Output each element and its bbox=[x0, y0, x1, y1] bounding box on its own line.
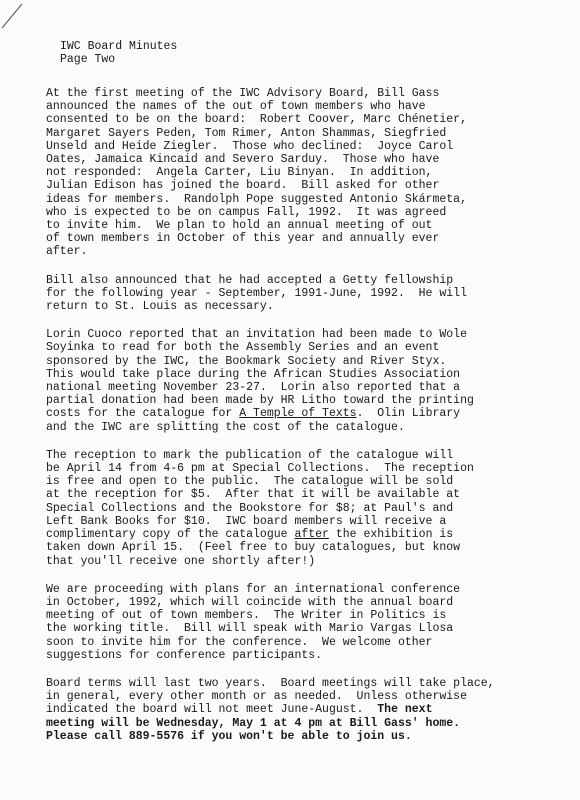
text-line: The reception to mark the publication of the catalogue will bbox=[46, 448, 454, 462]
paragraph-advisory-board bbox=[46, 87, 566, 259]
text-line bbox=[46, 703, 566, 716]
text-line bbox=[46, 528, 566, 541]
text-line: consented to be on the board: Robert Coover, Marc Chénetier, bbox=[46, 113, 467, 127]
text-line: suggestions for conference participants. bbox=[46, 648, 323, 662]
text-segment: . Olin Library bbox=[356, 407, 461, 421]
text-line: We are proceeding with plans for an international conference bbox=[46, 582, 461, 596]
text-line: ideas for members. Randolph Pope suggested Antonio Skármeta, bbox=[46, 192, 467, 206]
paragraph-getty-fellowship bbox=[46, 274, 566, 314]
text-line: that you'll receive one shortly after!) bbox=[46, 554, 316, 568]
text-line: sponsored by the IWC, the Bookmark Society and River Styx. bbox=[46, 354, 447, 368]
text-line: is free and open to the public. The catalogue will be sold bbox=[46, 475, 454, 489]
text-line: at the reception for $5. After that it will be available at bbox=[46, 488, 461, 502]
next-meeting-notice: The next bbox=[377, 703, 433, 717]
text-segment: indicated the board will not meet June-August. bbox=[46, 703, 378, 717]
paragraph-conference bbox=[46, 583, 566, 662]
text-line: soon to invite him for the conference. We welcome other bbox=[46, 635, 433, 649]
text-line: This would take place during the African Studies Association bbox=[46, 367, 461, 381]
next-meeting-notice: meeting will be Wednesday, May 1 at 4 pm at Bill Gass' home. bbox=[46, 716, 461, 730]
text-line: to invite him. We plan to hold an annual meeting of out bbox=[46, 219, 433, 233]
text-line: meeting of out of town members. The Writer in Politics is bbox=[46, 609, 447, 623]
text-line: Unseld and Heide Ziegler. Those who declined: Joyce Carol bbox=[46, 139, 454, 153]
header-title: IWC Board Minutes bbox=[60, 40, 178, 53]
text-line: be April 14 from 4-6 pm at Special Collections. The reception bbox=[46, 462, 474, 476]
text-line: taken down April 15. (Feel free to buy catalogues, but know bbox=[46, 541, 461, 555]
underlined-word: after bbox=[294, 528, 329, 542]
text-line: who is expected to be on campus Fall, 1992. It was agreed bbox=[46, 205, 447, 219]
text-line: Special Collections and the Bookstore for $8; at Paul's and bbox=[46, 501, 454, 515]
text-segment: the exhibition is bbox=[328, 528, 454, 542]
text-line: in general, every other month or as needed. Unless otherwise bbox=[46, 690, 467, 704]
rsvp-notice: Please call 889-5576 if you won't be able to join us. bbox=[46, 729, 412, 743]
corner-pen-mark bbox=[0, 0, 40, 30]
text-line: Bill also announced that he had accepted a Getty fellowship bbox=[46, 273, 454, 287]
text-line: Margaret Sayers Peden, Tom Rimer, Anton Shammas, Siegfried bbox=[46, 126, 447, 140]
text-line: Oates, Jamaica Kincaid and Severo Sarduy. Those who have bbox=[46, 153, 440, 167]
text-line bbox=[46, 407, 566, 420]
page-header bbox=[60, 40, 177, 66]
header-page-number: Page Two bbox=[60, 53, 116, 66]
text-line: not responded: Angela Carter, Liu Binyan. In addition, bbox=[46, 166, 433, 180]
text-line: national meeting November 23-27. Lorin also reported that a bbox=[46, 381, 461, 395]
catalogue-title: A Temple of Texts bbox=[239, 407, 357, 421]
text-line: return to St. Louis as necessary. bbox=[46, 300, 274, 314]
text-line: Board terms will last two years. Board meetings will take place, bbox=[46, 676, 495, 690]
text-line: partial donation had been made by HR Litho toward the printing bbox=[46, 394, 474, 408]
text-line: and the IWC are splitting the cost of the catalogue. bbox=[46, 420, 405, 434]
text-line: in October, 1992, which will coincide with the annual board bbox=[46, 595, 454, 609]
text-line: of town members in October of this year and annually ever bbox=[46, 232, 440, 246]
text-line: Julian Edison has joined the board. Bill asked for other bbox=[46, 179, 440, 193]
text-line: the working title. Bill will speak with Mario Vargas Llosa bbox=[46, 622, 454, 636]
paragraph-reception bbox=[46, 449, 566, 568]
minutes-body bbox=[46, 87, 566, 758]
text-line: At the first meeting of the IWC Advisory Board, Bill Gass bbox=[46, 87, 440, 100]
text-line: Lorin Cuoco reported that an invitation had been made to Wole bbox=[46, 328, 467, 342]
paragraph-soyinka-invitation bbox=[46, 328, 566, 434]
text-line: after. bbox=[46, 245, 88, 259]
paragraph-board-terms bbox=[46, 677, 566, 743]
text-line: Left Bank Books for $10. IWC board members will receive a bbox=[46, 514, 447, 528]
text-line: Soyinka to read for both the Assembly Series and an event bbox=[46, 341, 440, 355]
text-segment: complimentary copy of the catalogue bbox=[46, 528, 295, 542]
text-line: announced the names of the out of town members who have bbox=[46, 100, 426, 114]
text-line: for the following year - September, 1991-June, 1992. He will bbox=[46, 286, 467, 300]
text-segment: costs for the catalogue for bbox=[46, 407, 240, 421]
